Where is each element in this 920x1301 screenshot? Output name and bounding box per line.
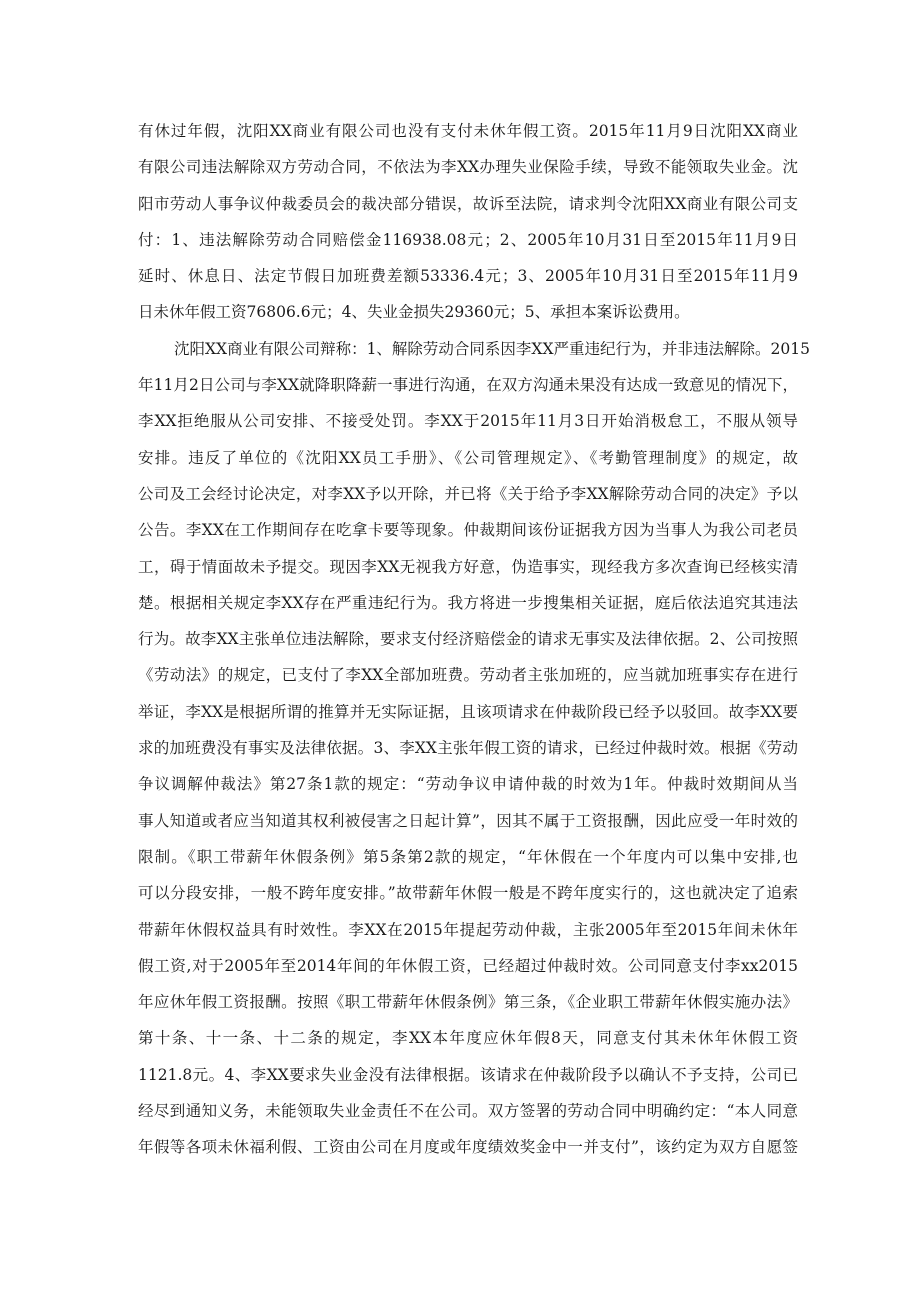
- text-line: 有休过年假，沈阳XX商业有限公司也没有支付未休年假工资。2015年11月9日沈阳XX商业: [138, 122, 798, 140]
- text-line: 公告。李XX在工作期间存在吃拿卡要等现象。仲裁期间该份证据我方因为当事人为我公司老员: [138, 521, 798, 540]
- text-line: 阳市劳动人事争议仲裁委员会的裁决部分错误，故诉至法院，请求判令沈阳XX商业有限公司支: [138, 194, 798, 213]
- paragraph-claim: [138, 113, 798, 331]
- text-line: 求的加班费没有事实及法律依据。3、李XX主张年假工资的请求，已经过仲裁时效。根据《劳动: [138, 739, 798, 758]
- text-line: 日未休年假工资76806.6元；4、失业金损失29360元；5、承担本案诉讼费用。: [138, 303, 690, 322]
- text-line: 沈阳XX商业有限公司辩称：1、解除劳动合同系因李XX严重违纪行为，并非违法解除。2015: [174, 339, 810, 358]
- document-body: [138, 113, 810, 1166]
- text-line: 争议调解仲裁法》第27条1款的规定：“劳动争议申请仲裁的时效为1年。仲裁时效期间从当: [138, 775, 798, 794]
- text-line: 带薪年休假权益具有时效性。李XX在2015年提起劳动仲裁，主张2005年至2015年间未休年: [138, 920, 798, 939]
- text-line: 《劳动法》的规定，已支付了李XX全部加班费。劳动者主张加班的，应当就加班事实存在进行: [138, 666, 798, 685]
- text-line: 楚。根据相关规定李XX存在严重违纪行为。我方将进一步搜集相关证据，庭后依法追究其违法: [138, 593, 798, 612]
- text-line: 李XX拒绝服从公司安排、不接受处罚。李XX于2015年11月3日开始消极怠工，不服从领导: [138, 412, 798, 431]
- text-line: 第十条、十一条、十二条的规定，李XX本年度应休年假8天，同意支付其未休年休假工资: [138, 1029, 798, 1048]
- text-line: 行为。故李XX主张单位违法解除，要求支付经济赔偿金的请求无事实及法律依据。2、公司按照: [138, 630, 798, 649]
- text-line: 有限公司违法解除双方劳动合同，不依法为李XX办理失业保险手续，导致不能领取失业金。沈: [138, 158, 798, 177]
- text-line: 可以分段安排，一般不跨年度安排。”故带薪年休假一般是不跨年度实行的，这也就决定了追索: [138, 884, 798, 903]
- text-line: 1121.8元。4、李XX要求失业金没有法律根据。该请求在仲裁阶段予以确认不予支持，公司已: [138, 1065, 798, 1084]
- text-line: 事人知道或者应当知道其权利被侵害之日起计算”，因其不属于工资报酬，因此应受一年时效的: [138, 811, 798, 830]
- text-line: 年假等各项未休福利假、工资由公司在月度或年度绩效奖金中一并支付”，该约定为双方自愿签: [138, 1138, 798, 1157]
- text-line: 假工资,对于2005年至2014年间的年休假工资，已经超过仲裁时效。公司同意支付李xx2015: [138, 956, 798, 975]
- text-line: 年应休年假工资报酬。按照《职工带薪年休假条例》第三条，《企业职工带薪年休假实施办法》: [138, 993, 798, 1012]
- text-line: 公司及工会经讨论决定，对李XX予以开除，并已将《关于给予李XX解除劳动合同的决定》予以: [138, 484, 798, 503]
- text-line: 付：1、违法解除劳动合同赔偿金116938.08元；2、2005年10月31日至2015年11月9日: [138, 230, 798, 249]
- paragraph-defense: [138, 331, 810, 1166]
- text-line: 限制。《职工带薪年休假条例》第5条第2款的规定，“年休假在一个年度内可以集中安排,也: [138, 847, 798, 866]
- text-line: 举证，李XX是根据所谓的推算并无实际证据，且该项请求在仲裁阶段已经予以驳回。故李XX要: [138, 702, 798, 721]
- text-line: 年11月2日公司与李XX就降职降薪一事进行沟通，在双方沟通未果没有达成一致意见的情况下，: [138, 376, 798, 395]
- text-line: 延时、休息日、法定节假日加班费差额53336.4元；3、2005年10月31日至2015年11月9: [138, 267, 798, 286]
- text-line: 工，碍于情面故未予提交。现因李XX无视我方好意，伪造事实，现经我方多次查询已经核实清: [138, 557, 798, 576]
- text-line: 经尽到通知义务，未能领取失业金责任不在公司。双方签署的劳动合同中明确约定：“本人同意: [138, 1102, 798, 1121]
- text-line: 安排。违反了单位的《沈阳XX员工手册》、《公司管理规定》、《考勤管理制度》的规定，故: [138, 448, 798, 467]
